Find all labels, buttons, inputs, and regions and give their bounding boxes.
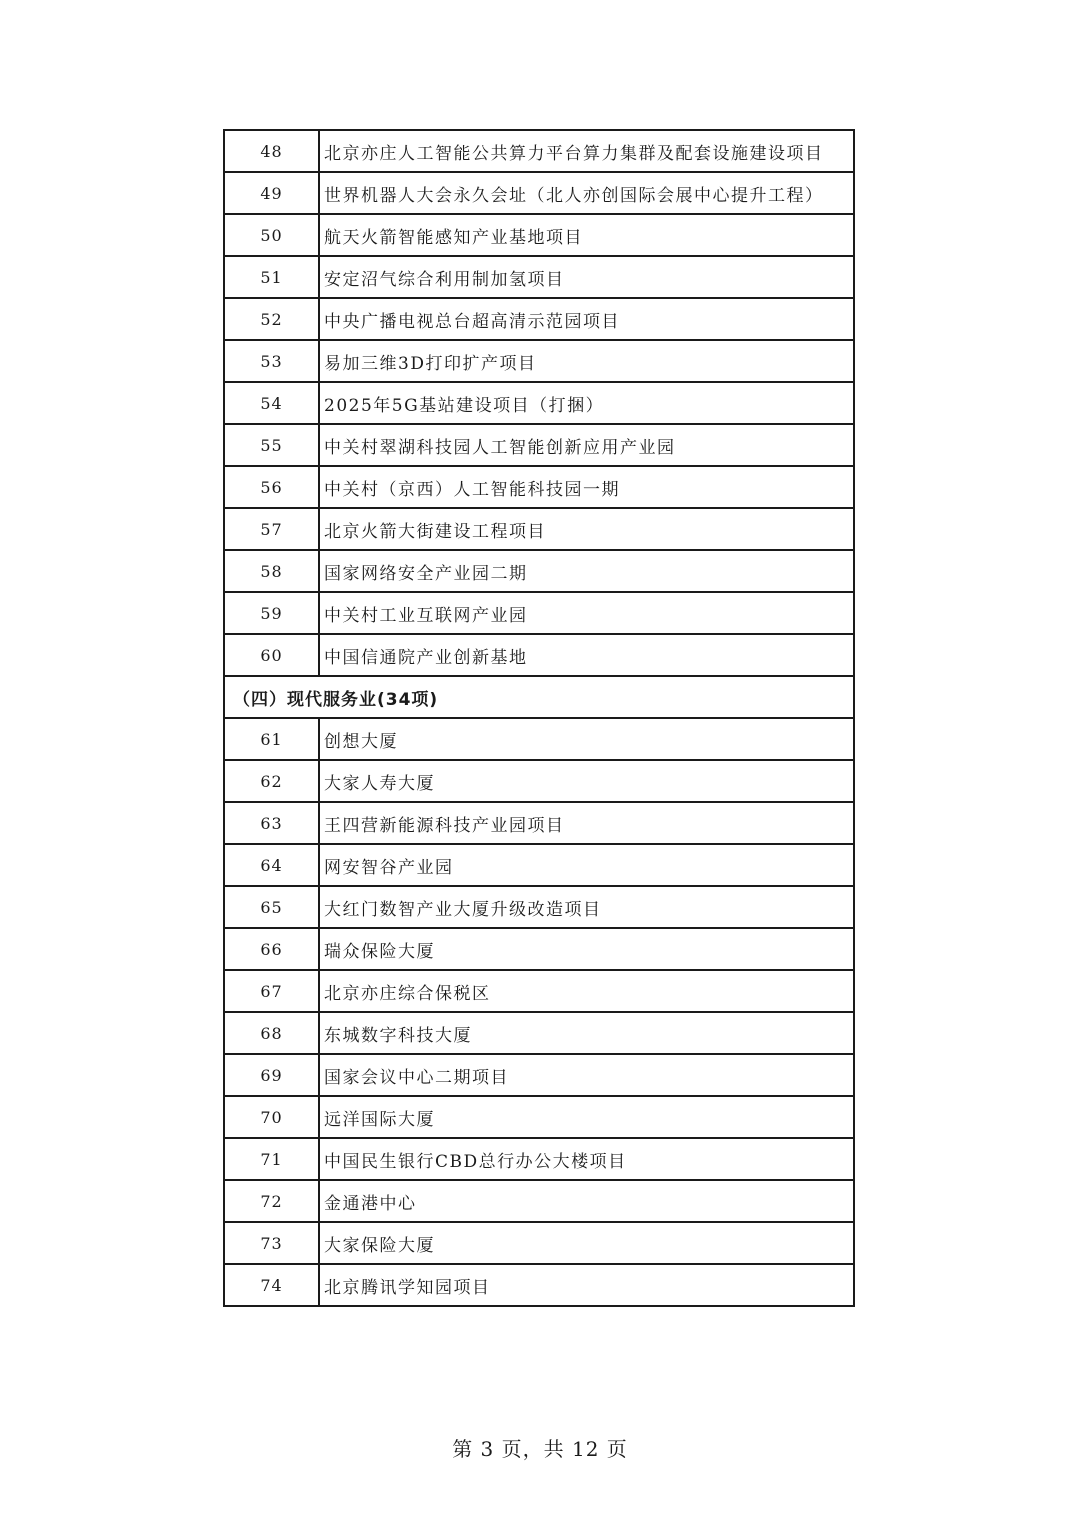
- project-name: 易加三维3D打印扩产项目: [319, 340, 854, 382]
- table-row: [224, 718, 854, 760]
- row-number: 50: [224, 214, 319, 256]
- table-row: [224, 970, 854, 1012]
- table-row: [224, 424, 854, 466]
- row-number: 63: [224, 802, 319, 844]
- row-number: 73: [224, 1222, 319, 1264]
- project-name: 大红门数智产业大厦升级改造项目: [319, 886, 854, 928]
- section-title: （四）现代服务业(34项): [224, 676, 854, 718]
- table-row: [224, 1012, 854, 1054]
- table-row: [224, 466, 854, 508]
- row-number: 67: [224, 970, 319, 1012]
- table-row: [224, 1054, 854, 1096]
- row-number: 48: [224, 130, 319, 172]
- project-name: 中央广播电视总台超高清示范园项目: [319, 298, 854, 340]
- section-header-row: [224, 676, 854, 718]
- project-name: 安定沼气综合利用制加氢项目: [319, 256, 854, 298]
- row-number: 52: [224, 298, 319, 340]
- project-name: 2025年5G基站建设项目（打捆）: [319, 382, 854, 424]
- project-name: 大家人寿大厦: [319, 760, 854, 802]
- project-name: 国家网络安全产业园二期: [319, 550, 854, 592]
- table-row: [224, 172, 854, 214]
- project-table: [223, 129, 855, 1307]
- table-row: [224, 760, 854, 802]
- project-name: 王四营新能源科技产业园项目: [319, 802, 854, 844]
- project-name: 世界机器人大会永久会址（北人亦创国际会展中心提升工程）: [319, 172, 854, 214]
- row-number: 55: [224, 424, 319, 466]
- project-name: 东城数字科技大厦: [319, 1012, 854, 1054]
- project-name: 中关村（京西）人工智能科技园一期: [319, 466, 854, 508]
- row-number: 59: [224, 592, 319, 634]
- table-row: [224, 928, 854, 970]
- project-name: 远洋国际大厦: [319, 1096, 854, 1138]
- table-row: [224, 214, 854, 256]
- row-number: 70: [224, 1096, 319, 1138]
- row-number: 62: [224, 760, 319, 802]
- project-name: 金通港中心: [319, 1180, 854, 1222]
- row-number: 74: [224, 1264, 319, 1306]
- row-number: 64: [224, 844, 319, 886]
- table-row: [224, 886, 854, 928]
- project-name: 北京火箭大街建设工程项目: [319, 508, 854, 550]
- project-name: 国家会议中心二期项目: [319, 1054, 854, 1096]
- table-row: [224, 1222, 854, 1264]
- project-name: 北京亦庄综合保税区: [319, 970, 854, 1012]
- project-name: 网安智谷产业园: [319, 844, 854, 886]
- row-number: 49: [224, 172, 319, 214]
- table-row: [224, 340, 854, 382]
- row-number: 56: [224, 466, 319, 508]
- table-row: [224, 382, 854, 424]
- row-number: 60: [224, 634, 319, 676]
- row-number: 69: [224, 1054, 319, 1096]
- row-number: 54: [224, 382, 319, 424]
- row-number: 68: [224, 1012, 319, 1054]
- table-row: [224, 1138, 854, 1180]
- table-row: [224, 592, 854, 634]
- project-name: 大家保险大厦: [319, 1222, 854, 1264]
- table-row: [224, 298, 854, 340]
- row-number: 53: [224, 340, 319, 382]
- project-table-body: [224, 130, 854, 1306]
- project-name: 中国信通院产业创新基地: [319, 634, 854, 676]
- row-number: 58: [224, 550, 319, 592]
- project-name: 瑞众保险大厦: [319, 928, 854, 970]
- table-row: [224, 508, 854, 550]
- table-row: [224, 844, 854, 886]
- table-row: [224, 550, 854, 592]
- row-number: 51: [224, 256, 319, 298]
- project-name: 中关村工业互联网产业园: [319, 592, 854, 634]
- table-row: [224, 1180, 854, 1222]
- row-number: 61: [224, 718, 319, 760]
- table-row: [224, 802, 854, 844]
- project-name: 北京亦庄人工智能公共算力平台算力集群及配套设施建设项目: [319, 130, 854, 172]
- row-number: 72: [224, 1180, 319, 1222]
- project-name: 中关村翠湖科技园人工智能创新应用产业园: [319, 424, 854, 466]
- table-row: [224, 256, 854, 298]
- table-row: [224, 130, 854, 172]
- table-row: [224, 1096, 854, 1138]
- row-number: 57: [224, 508, 319, 550]
- project-name: 航天火箭智能感知产业基地项目: [319, 214, 854, 256]
- table-row: [224, 1264, 854, 1306]
- table-row: [224, 634, 854, 676]
- project-name: 北京腾讯学知园项目: [319, 1264, 854, 1306]
- project-name: 中国民生银行CBD总行办公大楼项目: [319, 1138, 854, 1180]
- page-footer: 第 3 页，共 12 页: [452, 1437, 628, 1461]
- row-number: 66: [224, 928, 319, 970]
- project-name: 创想大厦: [319, 718, 854, 760]
- row-number: 71: [224, 1138, 319, 1180]
- row-number: 65: [224, 886, 319, 928]
